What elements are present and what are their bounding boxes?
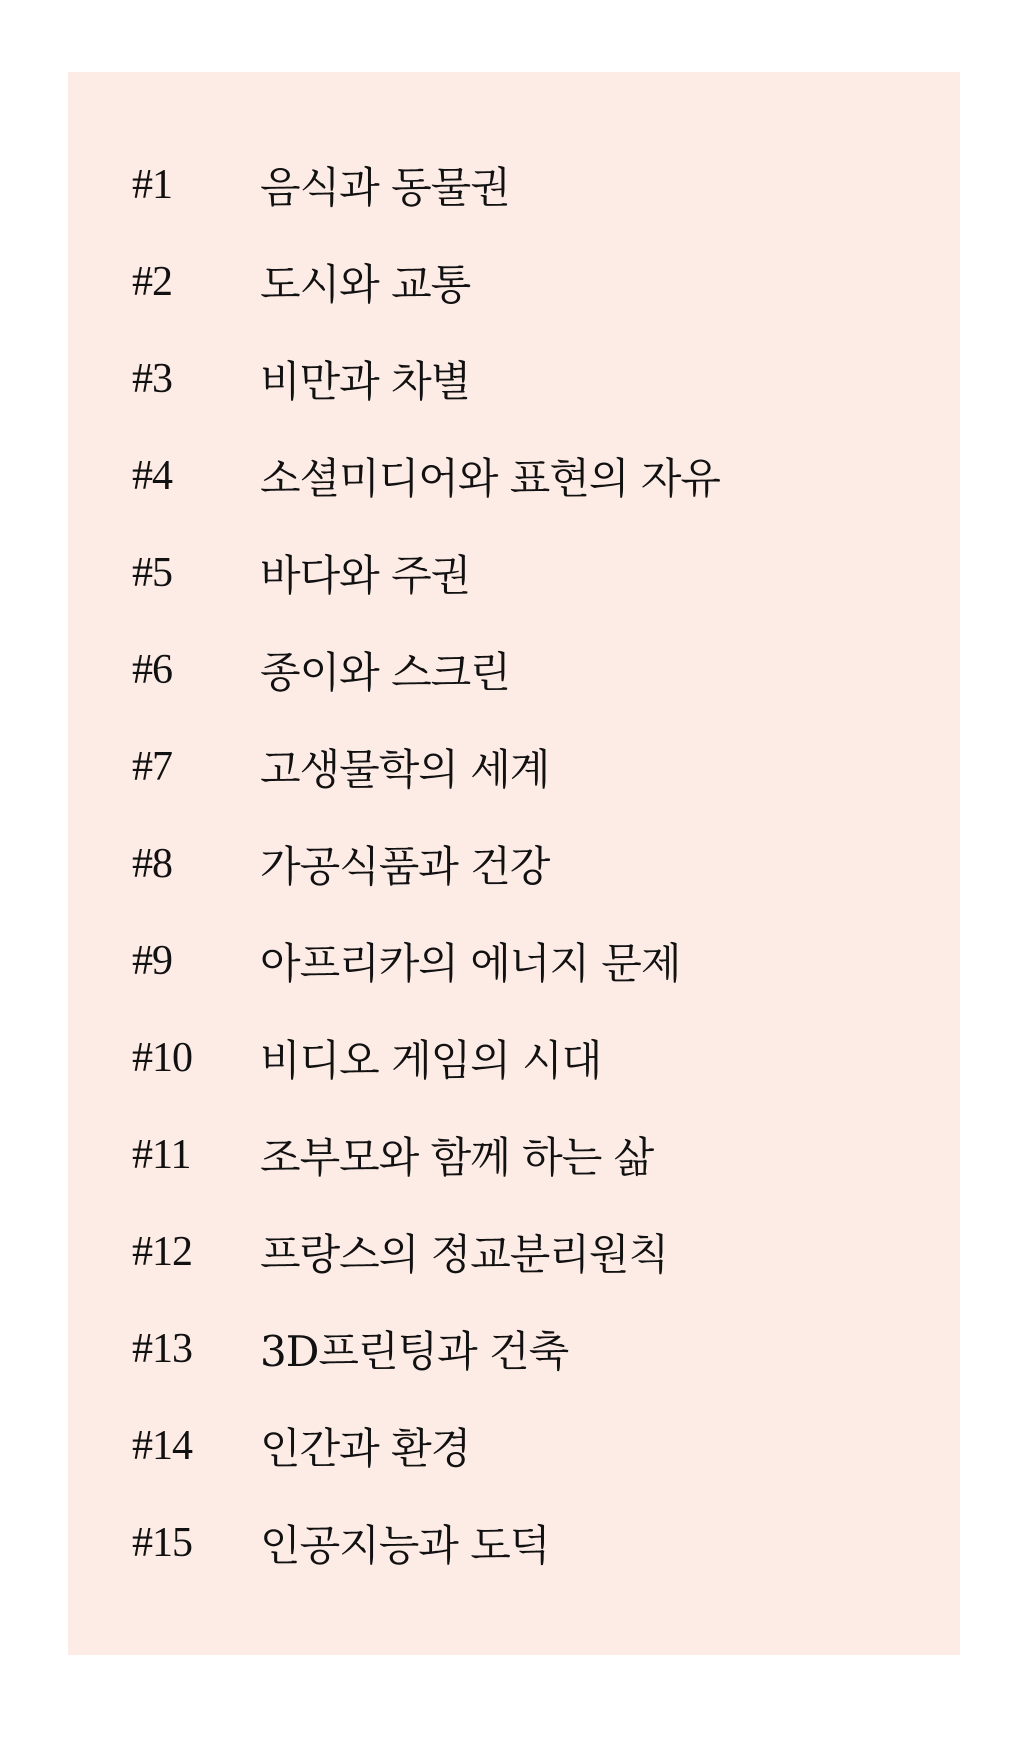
toc-item-title: 3D프린팅과 건축 [260,1326,569,1376]
toc-item [132,815,720,912]
toc-item-number: #12 [132,1228,192,1275]
toc-item-number: #3 [132,355,172,402]
toc-item [132,136,720,233]
toc-item-title: 프랑스의 정교분리원칙 [260,1229,669,1279]
toc-item-number: #15 [132,1519,192,1566]
toc-item [132,1397,720,1494]
toc-item-number: #10 [132,1034,192,1081]
toc-item [132,621,720,718]
toc-item [132,330,720,427]
toc-item-number: #9 [132,937,172,984]
toc-item-title: 아프리카의 에너지 문제 [260,938,681,988]
toc-item-title: 음식과 동물권 [260,162,510,212]
toc-item [132,233,720,330]
toc-item-title: 종이와 스크린 [260,647,510,697]
toc-item-number: #1 [132,161,172,208]
toc-item [132,1106,720,1203]
toc-item-title: 조부모와 함께 하는 삶 [260,1132,654,1182]
toc-item-title: 비디오 게임의 시대 [260,1035,602,1085]
toc-item-number: #7 [132,743,172,790]
toc-item-number: #6 [132,646,172,693]
toc-item-title: 인간과 환경 [260,1423,471,1473]
table-of-contents-panel [68,72,960,1655]
toc-item [132,912,720,1009]
toc-item [132,1300,720,1397]
toc-item-title: 가공식품과 건강 [260,841,550,891]
toc-item-title: 인공지능과 도덕 [260,1520,550,1570]
toc-item-title: 소셜미디어와 표현의 자유 [260,453,720,503]
table-of-contents [132,136,720,1591]
toc-item [132,1203,720,1300]
toc-item [132,1009,720,1106]
toc-item-number: #2 [132,258,172,305]
toc-item-title: 고생물학의 세계 [260,744,550,794]
toc-item-number: #5 [132,549,172,596]
toc-item-title: 도시와 교통 [260,259,471,309]
toc-item-number: #13 [132,1325,192,1372]
toc-item-title: 바다와 주권 [260,550,471,600]
toc-item [132,1494,720,1591]
toc-item [132,524,720,621]
toc-item [132,718,720,815]
toc-item-title: 비만과 차별 [260,356,471,406]
toc-item-number: #14 [132,1422,192,1469]
toc-item-number: #4 [132,452,172,499]
toc-item-number: #11 [132,1131,191,1178]
toc-item-number: #8 [132,840,172,887]
toc-item [132,427,720,524]
